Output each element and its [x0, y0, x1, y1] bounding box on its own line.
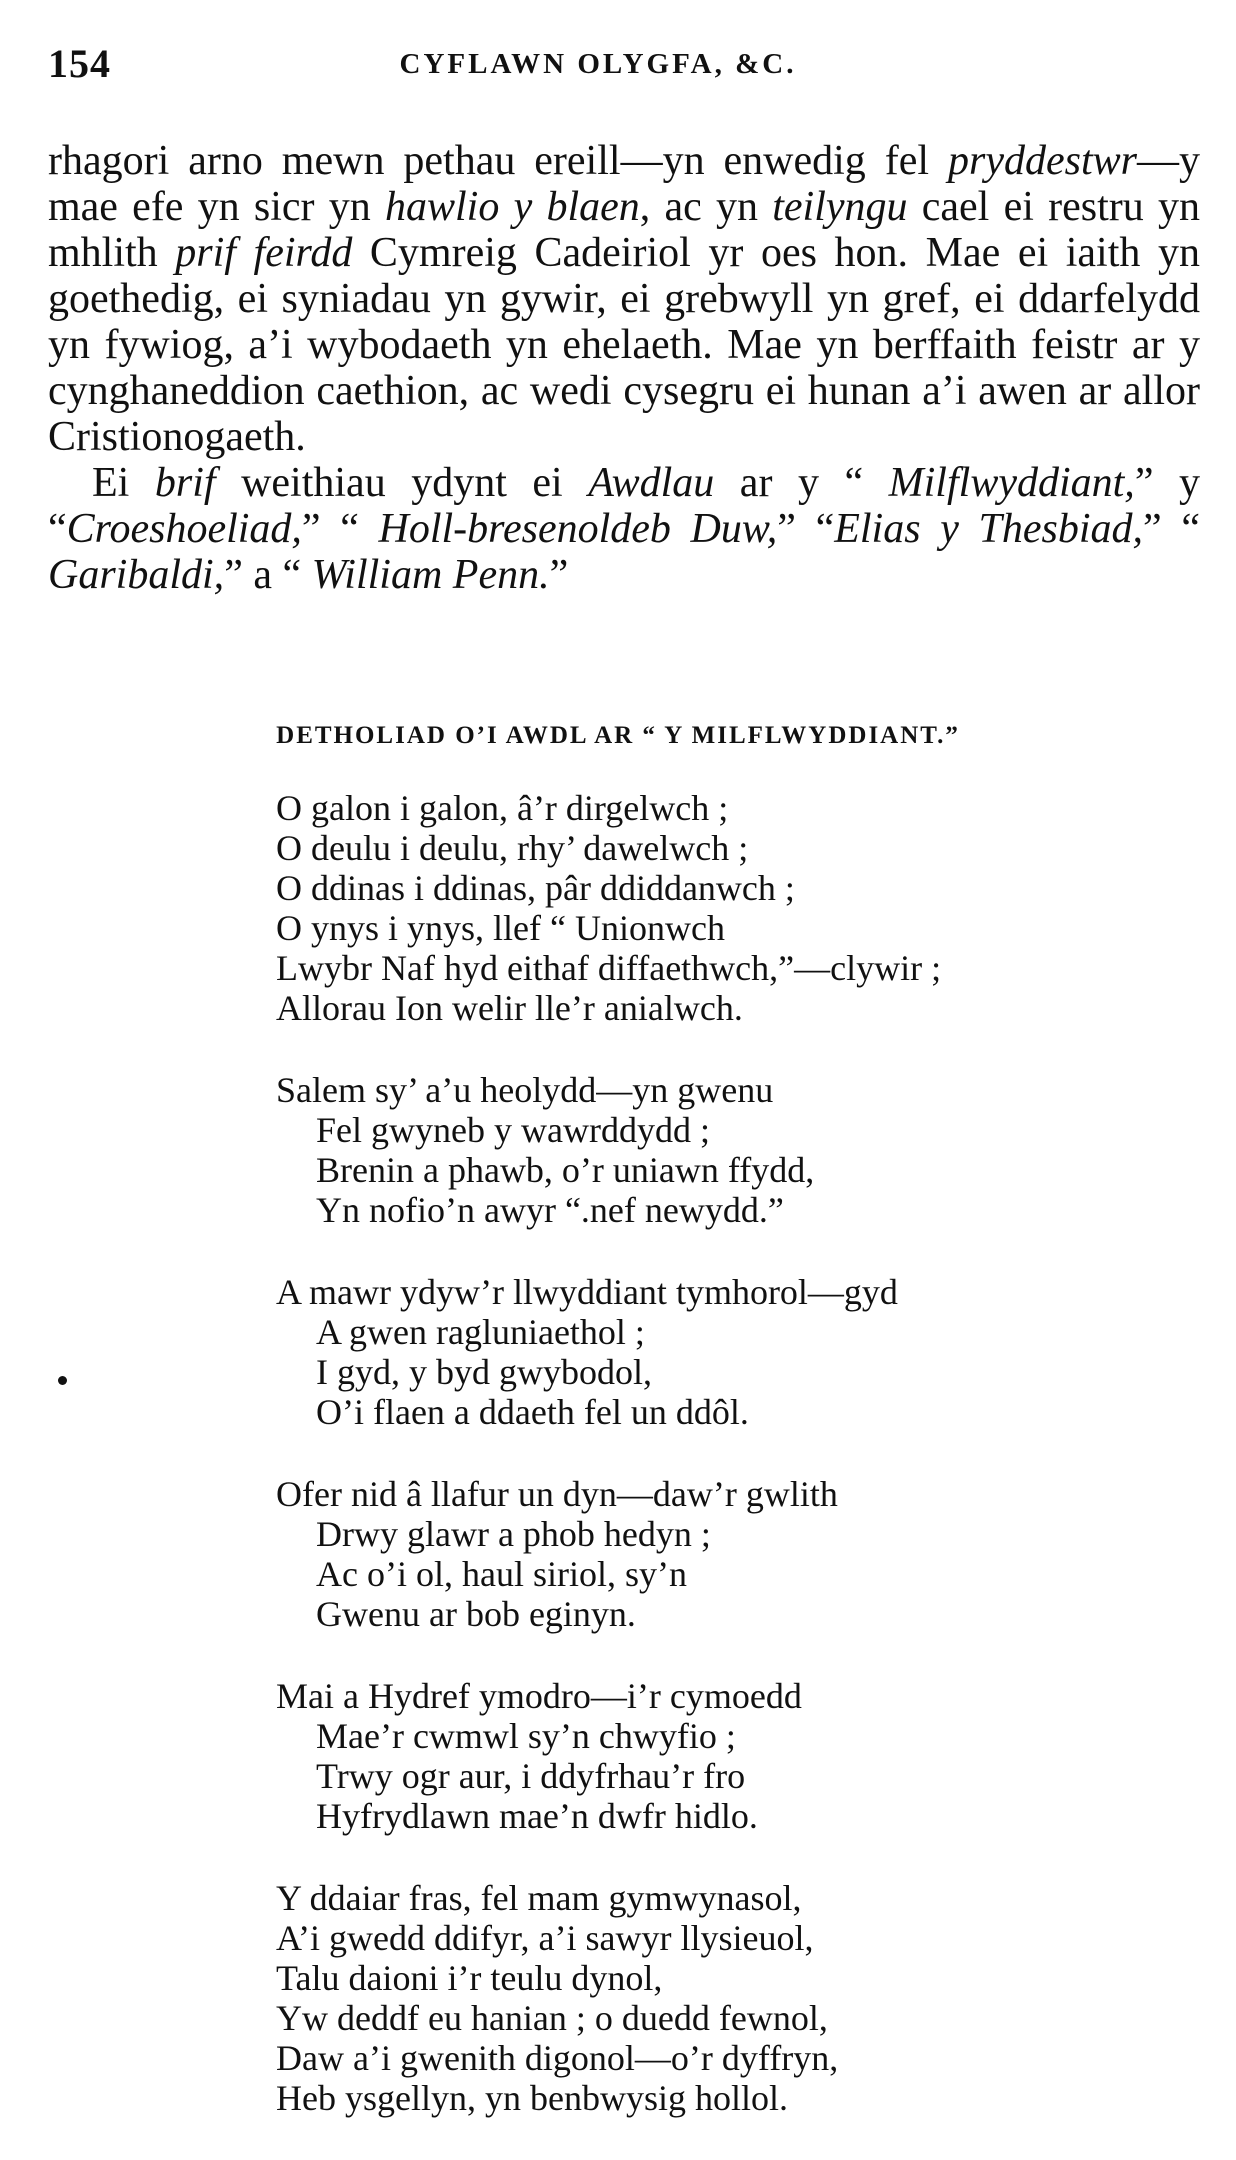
stray-ink-mark: [58, 1376, 67, 1385]
poem-line: O ynys i ynys, llef “ Unionwch: [276, 908, 725, 948]
poem-line: Yw deddf eu hanian ; o duedd fewnol,: [276, 1998, 828, 2038]
italic-phrase: brif: [154, 460, 216, 506]
text-run: rhagori arno mewn pethau ereill—yn enwedig fel: [48, 138, 948, 184]
poem-line: Gwenu ar bob eginyn.: [316, 1594, 636, 1634]
poem-stanza: [276, 1474, 1176, 1634]
poem-line: Ac o’i ol, haul siriol, sy’n: [316, 1554, 687, 1594]
prose-paragraph: [48, 138, 1200, 460]
poem-line: Ofer nid â llafur un dyn—daw’r gwlith: [276, 1474, 838, 1514]
poem-line: A gwen ragluniaethol ;: [316, 1312, 645, 1352]
italic-phrase: Milflwyddiant,: [888, 460, 1135, 506]
text-run: , ac yn: [639, 184, 773, 230]
poem-line: Allorau Ion welir lle’r anialwch.: [276, 988, 743, 1028]
poem-line: Drwy glawr a phob hedyn ;: [316, 1514, 711, 1554]
text-run: cael ei restru yn mhlith: [48, 184, 1200, 276]
poem-stanza: [276, 1070, 1176, 1230]
poem-line: A mawr ydyw’r llwyddiant tymhorol—gyd: [276, 1272, 898, 1312]
text-run: ” “: [301, 506, 379, 552]
poem-stanza: [276, 788, 1176, 1028]
poem-line: Heb ysgellyn, yn benbwysig hollol.: [276, 2078, 788, 2118]
italic-phrase: Garibaldi,: [48, 552, 225, 598]
poem-line: Talu daioni i’r teulu dynol,: [276, 1958, 663, 1998]
text-run: ” “: [777, 506, 835, 552]
poem-line: Salem sy’ a’u heolydd—yn gwenu: [276, 1070, 774, 1110]
poem-line: Yn nofio’n awyr “.nef newydd.”: [316, 1190, 784, 1230]
poem-line: A’i gwedd ddifyr, a’i sawyr llysieuol,: [276, 1918, 814, 1958]
text-run: Ei: [92, 460, 155, 506]
text-run: ” “: [1143, 506, 1200, 552]
italic-phrase: prif feirdd: [175, 230, 353, 276]
prose-text: [48, 138, 1200, 598]
italic-phrase: Awdlau: [588, 460, 715, 506]
text-run: —y mae efe yn sicr yn: [48, 138, 1200, 230]
poem-line: O deulu i deulu, rhy’ dawelwch ;: [276, 828, 749, 868]
poem-line: I gyd, y byd gwybodol,: [316, 1352, 652, 1392]
italic-phrase: Elias y Thesbiad,: [834, 506, 1144, 552]
poem-line: Trwy ogr aur, i ddyfrhau’r fro: [316, 1756, 746, 1796]
poem-line: Fel gwyneb y wawrddydd ;: [316, 1110, 710, 1150]
poem-line: Hyfrydlawn mae’n dwfr hidlo.: [316, 1796, 758, 1836]
italic-phrase: pryddestwr: [948, 138, 1137, 184]
text-run: ” y “: [48, 460, 1200, 552]
text-run: Cymreig Cadeiriol yr oes hon. Mae ei iaith yn goethedig, ei syniadau yn gywir, ei grebwyll yn gref, ei ddarfelydd yn fywiog, a’i wybodaeth yn ehelaeth. Mae yn berffaith feistr ar y cynghaneddion caethion, ac wedi cysegru ei hunan a’i awen ar allor Cristionogaeth.: [48, 230, 1200, 460]
poem-line: O galon i galon, â’r dirgelwch ;: [276, 788, 729, 828]
text-run: ar y “: [714, 460, 889, 506]
poem-line: Y ddaiar fras, fel mam gymwynasol,: [276, 1878, 802, 1918]
poem-line: Mai a Hydref ymodro—i’r cymoedd: [276, 1676, 802, 1716]
italic-phrase: Croeshoeliad,: [66, 506, 302, 552]
poem-line: Daw a’i gwenith digonol—o’r dyffryn,: [276, 2038, 839, 2078]
italic-phrase: teilyngu: [772, 184, 908, 230]
poem-stanza: [276, 1878, 1176, 2118]
page-header: [48, 40, 1188, 100]
text-run: weithiau ydynt ei: [215, 460, 589, 506]
prose-paragraph: [48, 460, 1200, 598]
poem-line: O’i flaen a ddaeth fel un ddôl.: [316, 1392, 749, 1432]
text-run: ” a “: [224, 552, 312, 598]
section-heading: DETHOLIAD O’I AWDL AR “ Y MILFLWYDDIANT.”: [276, 722, 960, 749]
italic-phrase: hawlio y blaen: [385, 184, 640, 230]
poem-line: Lwybr Naf hyd eithaf diffaethwch,”—clywir ;: [276, 948, 942, 988]
poem-stanza: [276, 1272, 1176, 1432]
italic-phrase: William Penn.: [311, 552, 550, 598]
poem-line: O ddinas i ddinas, pâr ddiddanwch ;: [276, 868, 795, 908]
italic-phrase: Holl-bresenoldeb Duw,: [378, 506, 778, 552]
poem-line: Mae’r cwmwl sy’n chwyfio ;: [316, 1716, 736, 1756]
poem-line: Brenin a phawb, o’r uniawn ffydd,: [316, 1150, 815, 1190]
poem-excerpt: [276, 788, 1176, 2160]
text-run: ”: [549, 552, 569, 598]
poem-stanza: [276, 1676, 1176, 1836]
page-number: 154: [48, 41, 111, 86]
running-head: CYFLAWN OLYGFA, &C.: [399, 48, 797, 80]
